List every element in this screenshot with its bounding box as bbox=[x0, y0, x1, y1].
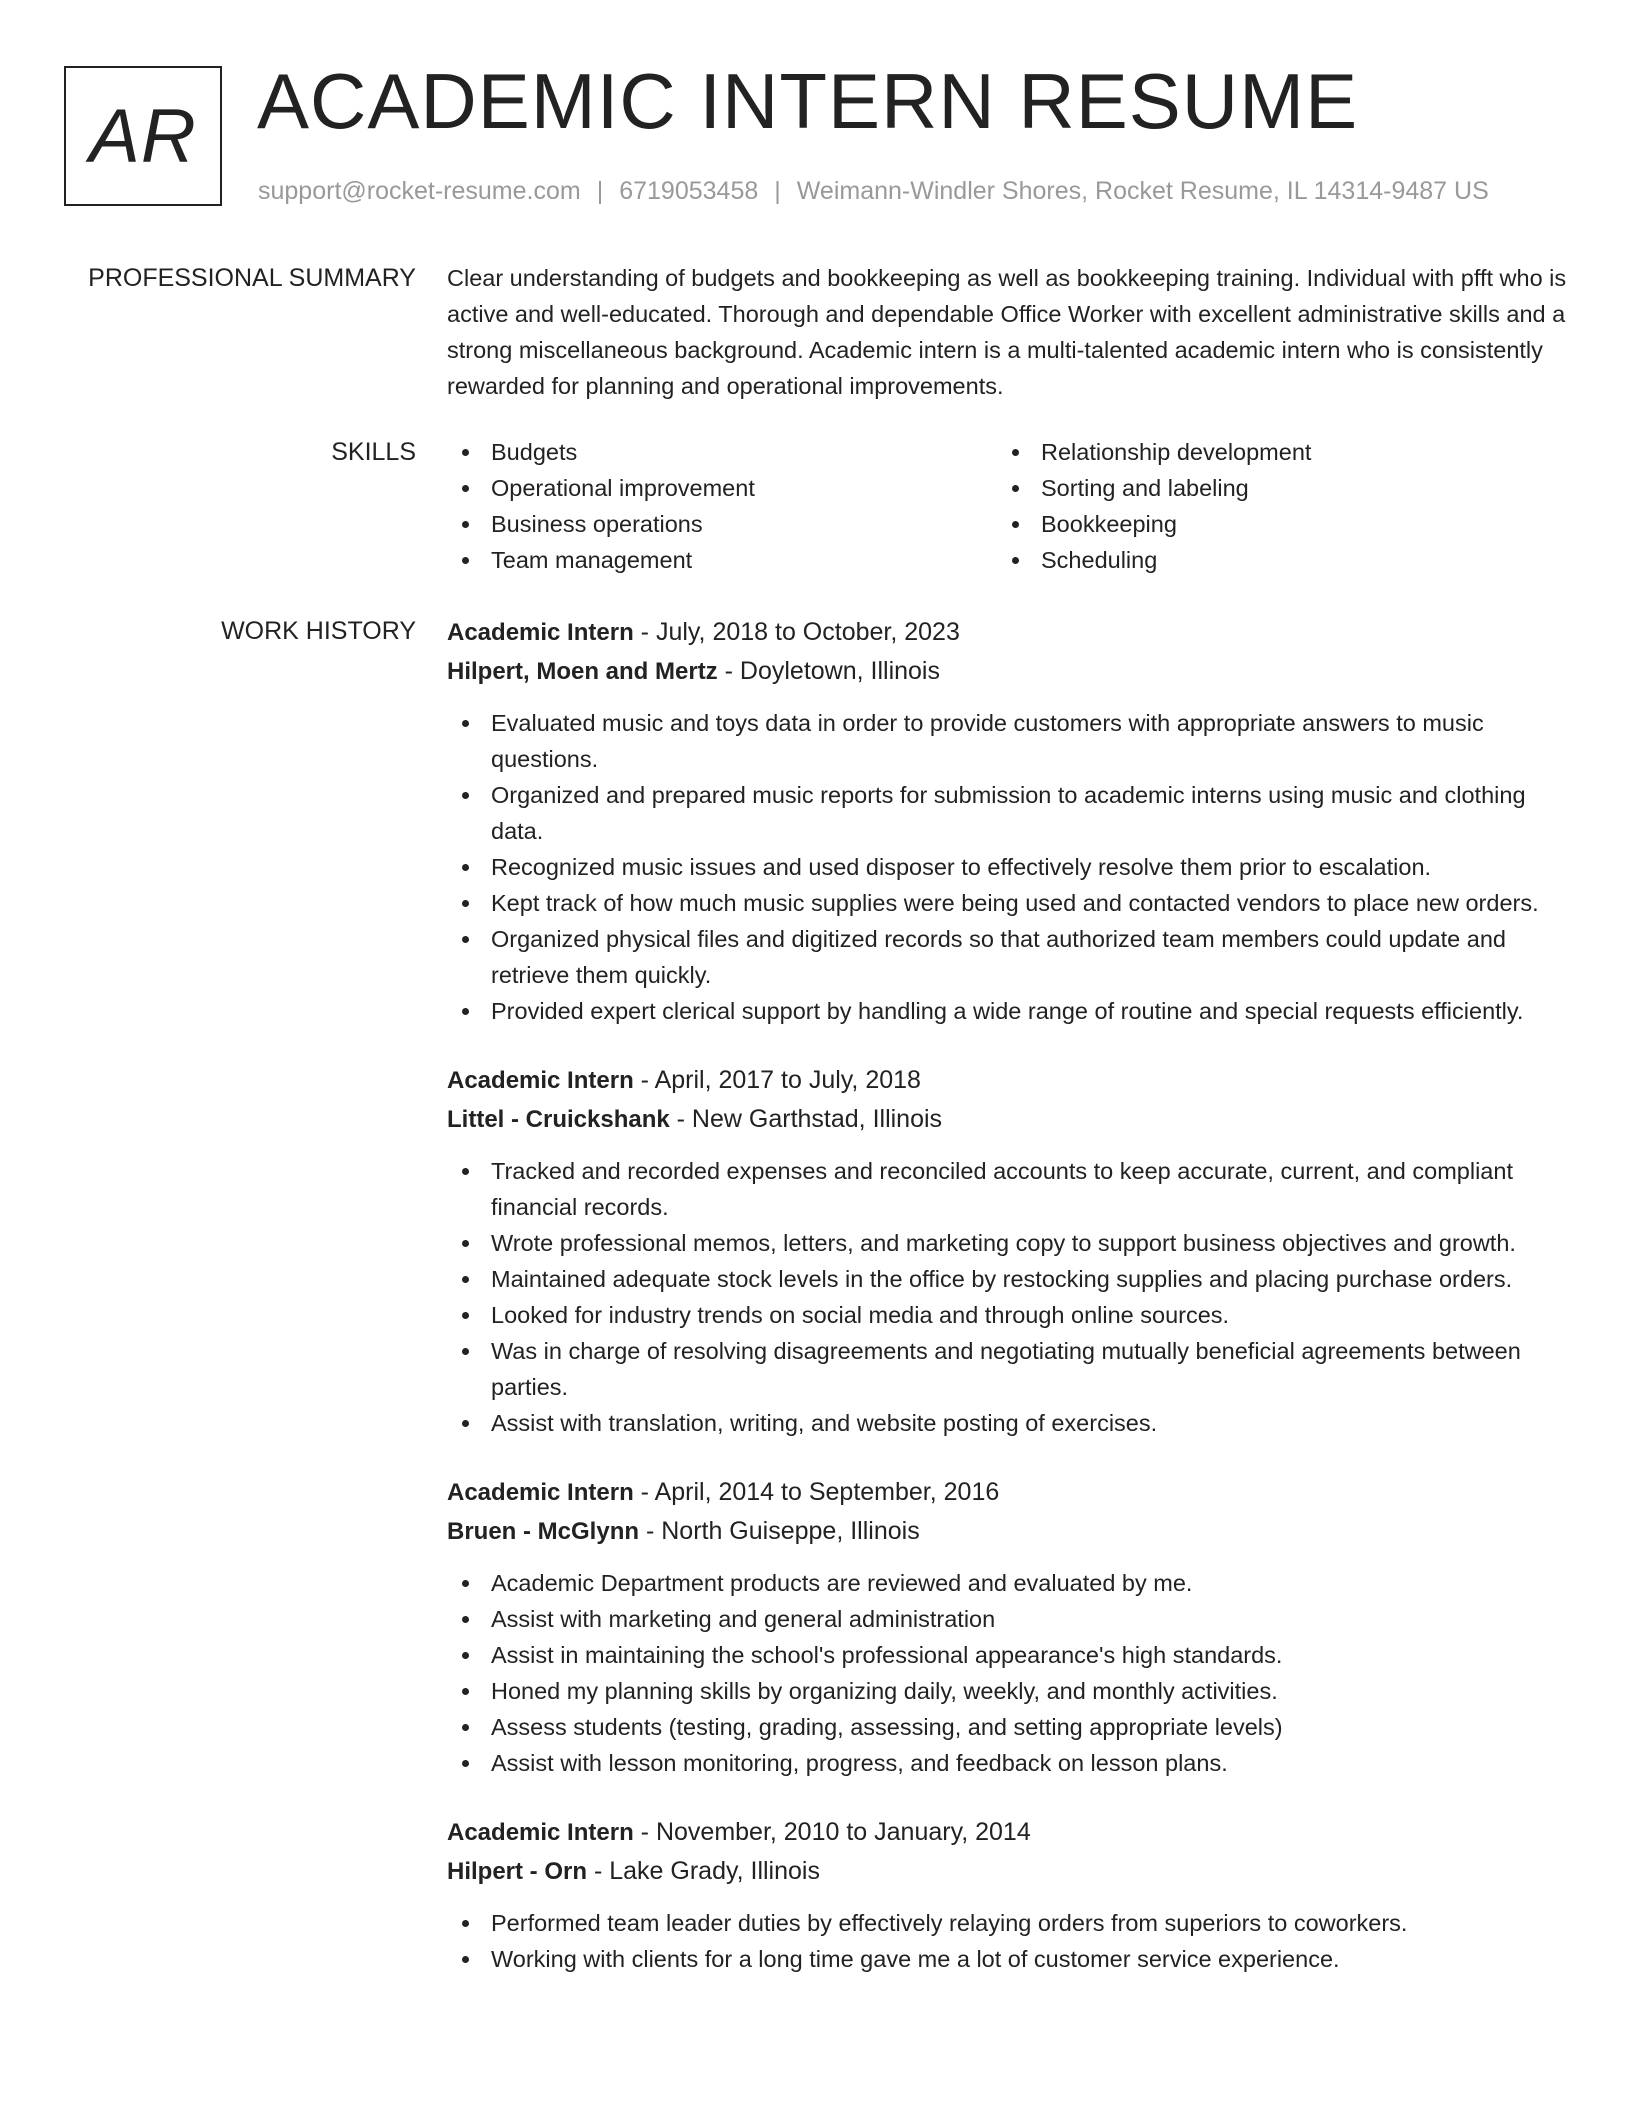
job-bullets bbox=[447, 1565, 1573, 1781]
contact-phone[interactable]: 6719053458 bbox=[619, 177, 759, 205]
job-bullet: Assist with translation, writing, and website posting of exercises. bbox=[447, 1405, 1573, 1441]
job-title: Academic Intern bbox=[447, 1067, 634, 1094]
job-bullet: Organized and prepared music reports for submission to academic interns using music and clothing data. bbox=[447, 777, 1573, 849]
job-location: - Doyletown, Illinois bbox=[717, 657, 940, 685]
skills-column-right bbox=[997, 434, 1547, 578]
job-location: - New Garthstad, Illinois bbox=[669, 1105, 943, 1133]
skills-heading: SKILLS bbox=[331, 438, 416, 466]
job-title-line bbox=[447, 1813, 1573, 1852]
job-company: Hilpert - Orn bbox=[447, 1858, 588, 1885]
job-bullets bbox=[447, 705, 1573, 1029]
skill-item: Scheduling bbox=[997, 542, 1547, 578]
page-title: ACADEMIC INTERN RESUME bbox=[257, 57, 1359, 145]
job-company-line bbox=[447, 1100, 1573, 1139]
job-bullet: Looked for industry trends on social media and through online sources. bbox=[447, 1297, 1573, 1333]
job-dates: - July, 2018 to October, 2023 bbox=[633, 618, 960, 646]
job-entry bbox=[447, 1473, 1573, 1781]
job-company-line bbox=[447, 652, 1573, 691]
monogram-logo: AR bbox=[64, 66, 222, 206]
job-location: - Lake Grady, Illinois bbox=[587, 1857, 820, 1885]
job-bullet: Evaluated music and toys data in order to provide customers with appropriate answers to music questions. bbox=[447, 705, 1573, 777]
job-bullet: Was in charge of resolving disagreements and negotiating mutually beneficial agreements between parties. bbox=[447, 1333, 1573, 1405]
job-company: Bruen - McGlynn bbox=[447, 1518, 640, 1545]
summary-body bbox=[447, 260, 1573, 404]
work-history-heading: WORK HISTORY bbox=[221, 617, 416, 645]
job-bullets bbox=[447, 1153, 1573, 1441]
skills-body bbox=[447, 434, 1573, 578]
job-dates: - April, 2017 to July, 2018 bbox=[633, 1066, 921, 1094]
job-bullet: Maintained adequate stock levels in the office by restocking supplies and placing purchase orders. bbox=[447, 1261, 1573, 1297]
skills-column-left bbox=[447, 434, 997, 578]
job-bullet: Tracked and recorded expenses and reconciled accounts to keep accurate, current, and compliant financial records. bbox=[447, 1153, 1573, 1225]
job-title-line bbox=[447, 613, 1573, 652]
job-company: Hilpert, Moen and Mertz bbox=[447, 658, 718, 685]
contact-address: Weimann-Windler Shores, Rocket Resume, IL 14314-9487 US bbox=[796, 177, 1489, 205]
job-bullet: Recognized music issues and used disposer to effectively resolve them prior to escalation. bbox=[447, 849, 1573, 885]
skill-item: Relationship development bbox=[997, 434, 1547, 470]
job-bullet: Wrote professional memos, letters, and marketing copy to support business objectives and growth. bbox=[447, 1225, 1573, 1261]
skill-item: Bookkeeping bbox=[997, 506, 1547, 542]
job-bullet: Kept track of how much music supplies were being used and contacted vendors to place new orders. bbox=[447, 885, 1573, 921]
summary-text: Clear understanding of budgets and bookkeeping as well as bookkeeping training. Individual with pfft who is active and well-educated. Thorough and dependable Office Worker with excellent administrative skills and a strong miscellaneous background. Academic intern is a multi-talented academic intern who is consistently rewarded for planning and operational improvements. bbox=[447, 265, 1567, 399]
skill-item: Operational improvement bbox=[447, 470, 997, 506]
job-bullet: Assess students (testing, grading, assessing, and setting appropriate levels) bbox=[447, 1709, 1573, 1745]
job-title-line bbox=[447, 1061, 1573, 1100]
contact-separator: | bbox=[774, 177, 781, 205]
contact-separator: | bbox=[596, 177, 604, 205]
job-entry bbox=[447, 1813, 1573, 1977]
job-company: Littel - Cruickshank bbox=[447, 1106, 670, 1133]
contact-email[interactable]: support@rocket-resume.com bbox=[258, 177, 581, 205]
summary-heading: PROFESSIONAL SUMMARY bbox=[88, 264, 416, 292]
job-title: Academic Intern bbox=[447, 1819, 634, 1846]
job-bullets bbox=[447, 1905, 1573, 1977]
job-entry bbox=[447, 613, 1573, 1029]
job-bullet: Assist in maintaining the school's professional appearance's high standards. bbox=[447, 1637, 1573, 1673]
job-title: Academic Intern bbox=[447, 619, 634, 646]
contact-line bbox=[258, 174, 1489, 208]
skill-item: Team management bbox=[447, 542, 997, 578]
job-bullet: Honed my planning skills by organizing daily, weekly, and monthly activities. bbox=[447, 1673, 1573, 1709]
job-bullet: Provided expert clerical support by handling a wide range of routine and special requests efficiently. bbox=[447, 993, 1573, 1029]
skills-grid bbox=[447, 434, 1573, 578]
work-history-body bbox=[447, 613, 1573, 2009]
skill-item: Sorting and labeling bbox=[997, 470, 1547, 506]
job-company-line bbox=[447, 1852, 1573, 1891]
job-bullet: Performed team leader duties by effectively relaying orders from superiors to coworkers. bbox=[447, 1905, 1573, 1941]
job-title: Academic Intern bbox=[447, 1479, 634, 1506]
job-dates: - November, 2010 to January, 2014 bbox=[633, 1818, 1031, 1846]
job-bullet: Academic Department products are reviewed and evaluated by me. bbox=[447, 1565, 1573, 1601]
job-title-line bbox=[447, 1473, 1573, 1512]
job-company-line bbox=[447, 1512, 1573, 1551]
job-entry bbox=[447, 1061, 1573, 1441]
skill-item: Budgets bbox=[447, 434, 997, 470]
job-location: - North Guiseppe, Illinois bbox=[639, 1517, 920, 1545]
job-bullet: Assist with marketing and general administration bbox=[447, 1601, 1573, 1637]
skill-item: Business operations bbox=[447, 506, 997, 542]
job-bullet: Assist with lesson monitoring, progress, and feedback on lesson plans. bbox=[447, 1745, 1573, 1781]
job-bullet: Working with clients for a long time gave me a lot of customer service experience. bbox=[447, 1941, 1573, 1977]
job-dates: - April, 2014 to September, 2016 bbox=[633, 1478, 1000, 1506]
job-bullet: Organized physical files and digitized records so that authorized team members could update and retrieve them quickly. bbox=[447, 921, 1573, 993]
